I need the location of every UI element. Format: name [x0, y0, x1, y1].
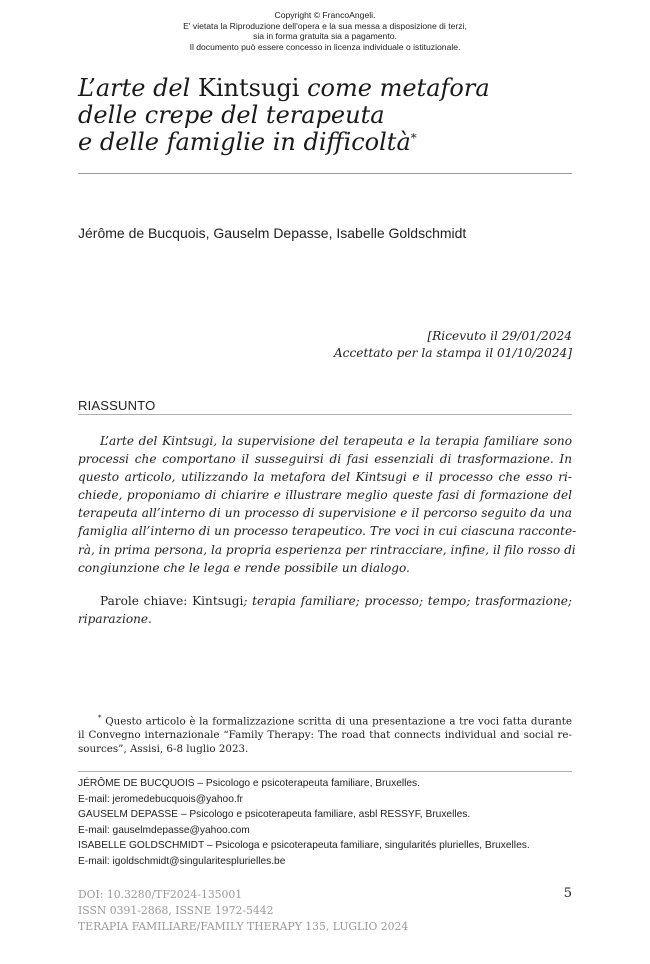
copyright-line: E' vietata la Riproduzione dell'opera e la sua messa a disposizione di terzi,: [183, 20, 467, 31]
keywords-line-1: [78, 592, 572, 610]
footnote-marker: *: [98, 714, 102, 722]
footnote-line: sources”, Assisi, 6-8 luglio 2023.: [78, 743, 249, 756]
doi: DOI: 10.3280/TF2024-135001: [78, 888, 243, 901]
abstract-line: famiglia all’interno di un processo terapeutico. Tre voci in cui ciascuna racconte-: [78, 524, 577, 539]
abstract-line: processi che comportano il susseguirsi di fasi essenziali di trasformazione. In: [78, 452, 572, 467]
abstract-line: congiunzione che le lega e rende possibile un dialogo.: [78, 560, 410, 575]
received-date: [Ricevuto il 29/01/2024: [427, 329, 572, 343]
title-divider: [78, 173, 572, 174]
footnote-text: Questo articolo è la formalizzazione scritta di una presentazione a tre voci fatta durante: [101, 715, 572, 728]
title-part: Kintsugi: [197, 74, 300, 102]
title-footnote-marker: *: [410, 131, 417, 145]
journal-issue: TERAPIA FAMILIARE/FAMILY THERAPY 135, LUGLIO 2024: [78, 920, 409, 933]
affiliation-line: JÉRÔME DE BUCQUOIS – Psicologo e psicoterapeuta familiare, Bruxelles.: [78, 778, 420, 789]
author-affiliations: [78, 776, 578, 870]
keywords-terms: ; terapia familiare; processo; tempo; trasformazione;: [243, 594, 572, 608]
affiliation-line: GAUSELM DEPASSE – Psicologo e psicoterapeuta familiare, asbl RESSYF, Bruxelles.: [78, 809, 471, 821]
keywords-label: Parole chiave: Kintsugi: [100, 594, 244, 608]
copyright-notice: [0, 10, 650, 52]
accepted-date: Accettato per la stampa il 01/10/2024]: [333, 346, 572, 360]
email-line: E-mail: jeromedebucquois@yahoo.fr: [78, 793, 243, 805]
affiliations-divider: [78, 771, 572, 772]
abstract-line: terapeuta all’interno di un processo di supervisione e il percorso seguito da una: [78, 506, 572, 521]
title-line-1: [78, 75, 598, 102]
publication-info: [78, 887, 408, 935]
copyright-line: Il documento può essere concesso in licenza individuale o istituzionale.: [189, 41, 461, 52]
keywords: [78, 592, 572, 628]
title-part: come metafora: [299, 74, 490, 102]
footnote-line: il Convegno internazionale “Family Therapy: The road that connects individual and social re-: [78, 729, 572, 742]
title-line-2: delle crepe del terapeuta: [78, 101, 385, 129]
email-line: E-mail: igoldschmidt@singularitesplurielles.be: [78, 855, 286, 867]
received-dates: [334, 328, 572, 362]
title-part: e delle famiglie in difficoltà: [78, 128, 411, 156]
copyright-line: sia in forma gratuita sia a pagamento.: [253, 31, 397, 41]
section-divider: [78, 414, 572, 415]
abstract: [78, 432, 577, 577]
section-heading: RIASSUNTO: [78, 398, 156, 413]
article-title: [78, 75, 598, 156]
abstract-line: questo articolo, utilizzando la metafora del Kintsugi e il processo che esso ri-: [78, 470, 572, 485]
title-line-3: [78, 129, 598, 156]
authors: Jérôme de Bucquois, Gauselm Depasse, Isabelle Goldschmidt: [78, 225, 467, 241]
abstract-line: L’arte del Kintsugi, la supervisione del terapeuta e la terapia familiare sono: [100, 434, 572, 448]
email-line: E-mail: gauselmdepasse@yahoo.com: [78, 824, 250, 836]
abstract-line: rà, in prima persona, la propria esperienza per rintracciare, infine, il filo rosso di: [78, 542, 576, 557]
keywords-line-2: riparazione.: [78, 612, 152, 627]
footnote: [78, 711, 572, 756]
abstract-line: chiede, proponiamo di chiarire e illustrare meglio queste fasi di formazione del: [78, 488, 572, 503]
affiliation-line: ISABELLE GOLDSCHMIDT – Psicologa e psicoterapeuta familiare, singularités plurielles, Bruxelles.: [78, 840, 530, 852]
page-number: 5: [563, 886, 572, 901]
issn: ISSN 0391-2868, ISSNE 1972-5442: [78, 904, 274, 917]
title-part: L’arte del: [78, 74, 198, 102]
copyright-line: Copyright © FrancoAngeli.: [274, 10, 376, 20]
footnote-line: [78, 711, 572, 728]
